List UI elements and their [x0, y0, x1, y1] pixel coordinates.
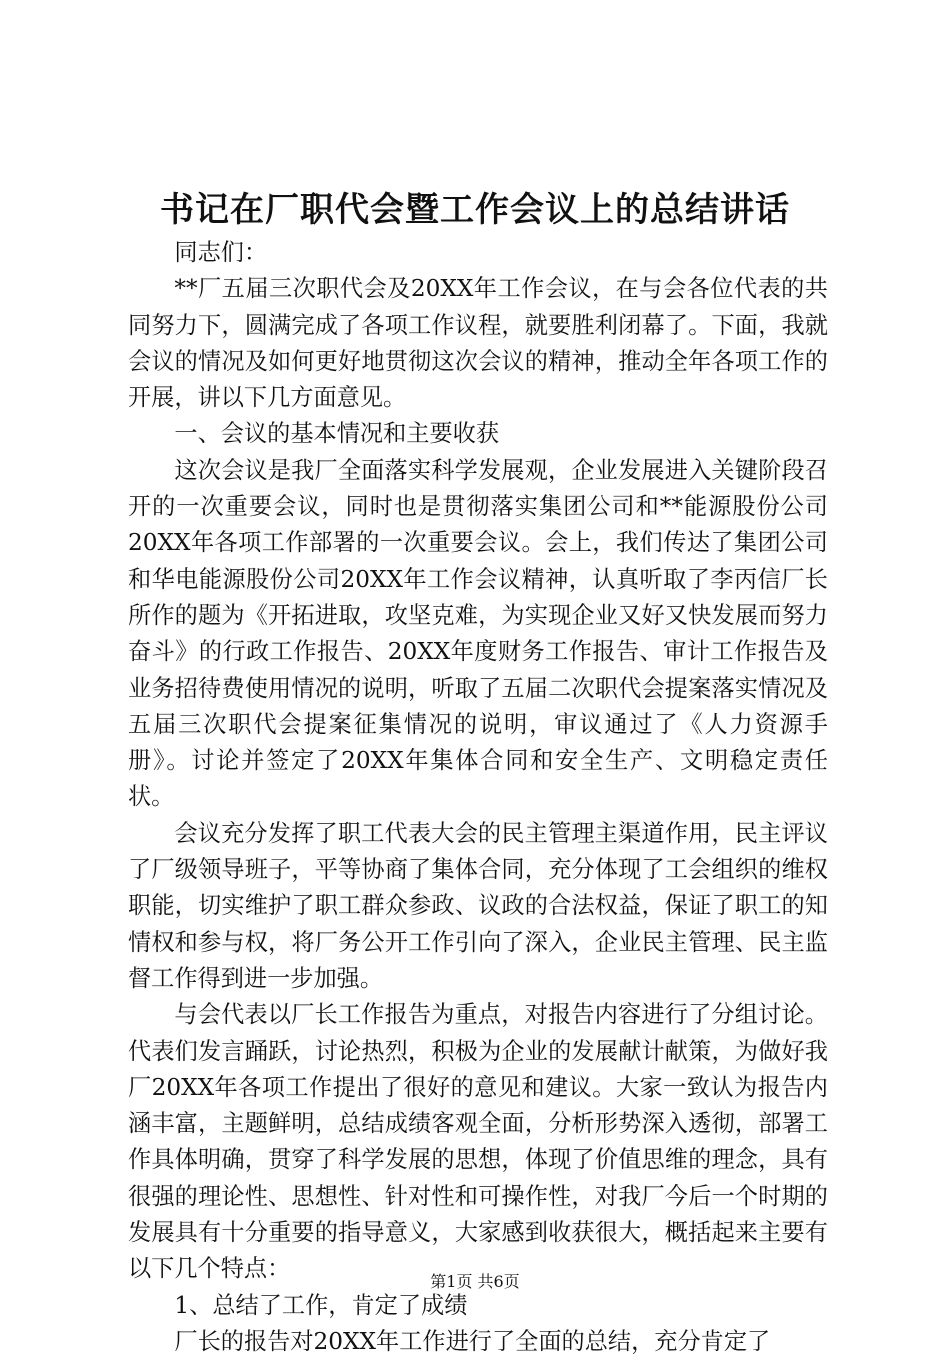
paragraph: 这次会议是我厂全面落实科学发展观，企业发展进入关键阶段召开的一次重要会议，同时也是贯彻落实集团公司和**能源股份公司20XX年各项工作部署的一次重要会议。会上，我们传达了集团公司和华电能源股份公司20XX年工作会议精神，认真听取了李丙信厂长所作的题为《开拓进取，攻坚克难，为实现企业又好又快发展而努力奋斗》的行政工作报告、20XX年度财务工作报告、审计工作报告及业务招待费使用情况的说明，听取了五届二次职代会提案落实情况及五届三次职代会提案征集情况的说明，审议通过了《人力资源手册》。讨论并签定了20XX年集体合同和安全生产、文明稳定责任状。: [128, 456, 828, 811]
paragraph: 与会代表以厂长工作报告为重点，对报告内容进行了分组讨论。代表们发言踊跃，讨论热烈，积极为企业的发展献计献策，为做好我厂20XX年各项工作提出了很好的意见和建议。大家一致认为报告内涵丰富，主题鲜明，总结成绩客观全面，分析形势深入透彻，部署工作具体明确，贯穿了科学发展的思想，体现了价值思维的理念，具有很强的理论性、思想性、针对性和可操作性，对我厂今后一个时期的发展具有十分重要的指导意义，大家感到收获很大，概括起来主要有以下几个特点：: [128, 1001, 828, 1283]
paragraph: 会议充分发挥了职工代表大会的民主管理主渠道作用，民主评议了厂级领导班子，平等协商了集体合同，充分体现了工会组织的维权职能，切实维护了职工群众参政、议政的合法权益，保证了职工的知情权和参与权，将厂务公开工作引向了深入，企业民主管理、民主监督工作得到进一步加强。: [128, 819, 828, 992]
subsection-heading-1: 1、总结了工作，肯定了成绩: [174, 1291, 468, 1319]
section-heading-1: 一、会议的基本情况和主要收获: [174, 420, 500, 448]
paragraph: 厂长的报告对20XX年工作进行了全面的总结，充分肯定了: [174, 1327, 771, 1355]
page-footer: 第1页 共6页: [430, 1272, 520, 1291]
document-body: [128, 235, 828, 1360]
salutation: 同志们：: [174, 239, 268, 266]
document-title: 书记在厂职代会暨工作会议上的总结讲话: [160, 190, 790, 230]
paragraph-intro: **厂五届三次职代会及20XX年工作会议，在与会各位代表的共同努力下，圆满完成了各项工作议程，就要胜利闭幕了。下面，我就会议的情况及如何更好地贯彻这次会议的精神，推动全年各项工作的开展，讲以下几方面意见。: [128, 275, 828, 412]
